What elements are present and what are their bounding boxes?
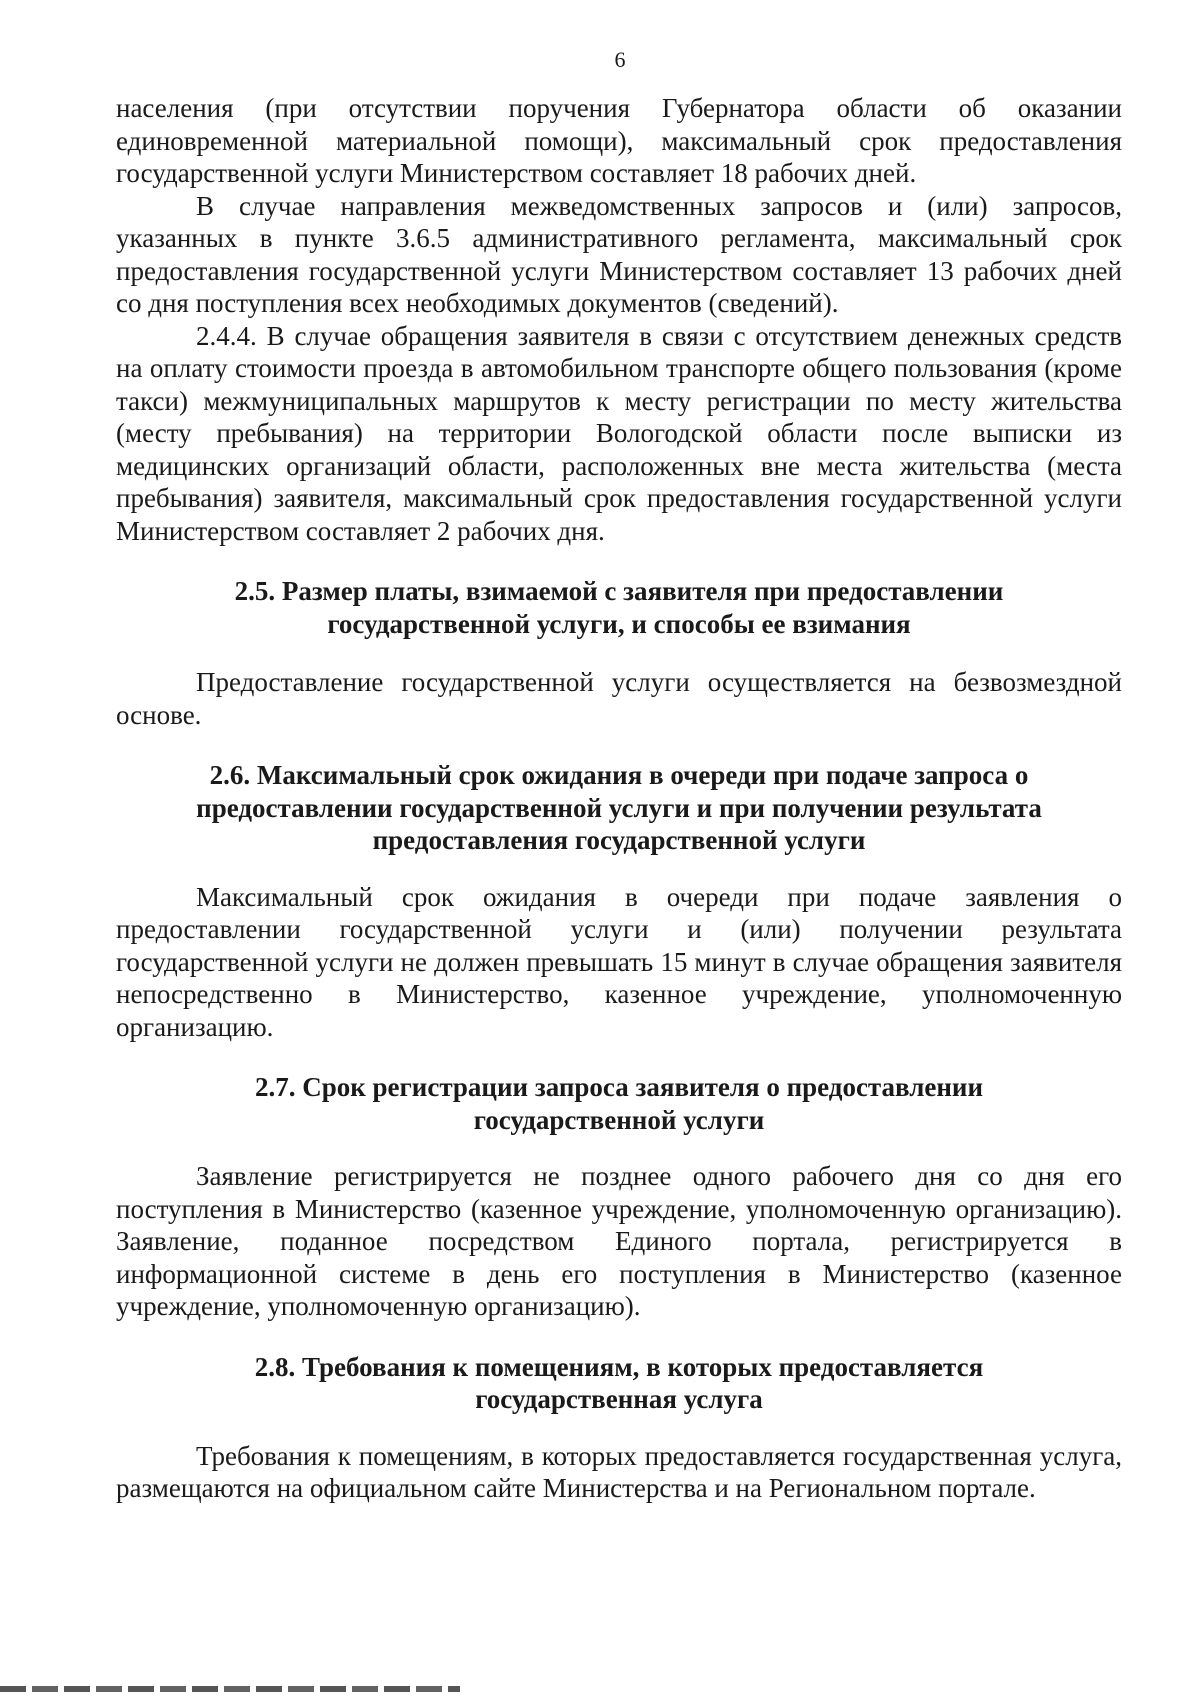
- section-body-2-5: Предоставление государственной услуги осуществляется на безвозмездной основе.: [116, 667, 1122, 730]
- section-body-2-6: Максимальный срок ожидания в очереди при подаче заявления о предоставлении государственной услуги и (или) получении результата государственной услуги не должен превышать 15 минут в случае обращения заявителя непосредственно в Министерство, казенное учреждение, уполномоченную организацию.: [116, 881, 1122, 1042]
- heading-line: 2.6. Максимальный срок ожидания в очереди при подаче запроса о: [209, 760, 1029, 790]
- heading-line: предоставлении государственной услуги и при получении результата: [196, 792, 1042, 823]
- heading-line: предоставления государственной услуги: [372, 825, 866, 855]
- section-body-2-7: Заявление регистрируется не позднее одного рабочего дня со дня его поступления в Министерство (казенное учреждение, уполномоченную организацию). Заявление, поданное посредством Единого портала, регистрируется в информационной системе в день его поступления в Министерство (казенное учреждение, уполномоченную организацию).: [116, 1161, 1122, 1321]
- section-heading-2-5: [116, 575, 1122, 640]
- heading-line: 2.7. Срок регистрации запроса заявителя о предоставлении: [254, 1072, 984, 1102]
- heading-line: 2.8. Требования к помещениям, в которых предоставляется: [254, 1351, 984, 1382]
- paragraph-2-4-4: 2.4.4. В случае обращения заявителя в связи с отсутствием денежных средств на оплату стоимости проезда в автомобильном транспорте общего пользования (кроме такси) межмуниципальных маршрутов к месту регистрации по месту жительства (месту пребывания) на территории Вологодской области после выписки из медицинских организаций области, расположенных вне места жительства (места пребывания) заявителя, максимальный срок предоставления государственной услуги Министерством составляет 2 рабочих дня.: [116, 320, 1122, 546]
- section-heading-2-6: [116, 759, 1122, 857]
- document-body: [116, 92, 1122, 1505]
- paragraph-interagency-requests: В случае направления межведомственных запросов и (или) запросов, указанных в пункте 3.6.5 административного регламента, максимальный срок предоставления государственной услуги Министерством составляет 13 рабочих дней со дня поступления всех необходимых документов (сведений).: [116, 190, 1122, 318]
- scan-artifact-strip: [0, 1686, 460, 1692]
- heading-line: 2.5. Размер платы, взимаемой с заявителя при предоставлении: [234, 576, 1004, 606]
- section-heading-2-7: [116, 1071, 1122, 1136]
- heading-line: государственная услуга: [475, 1384, 763, 1414]
- heading-line: государственной услуги: [473, 1104, 765, 1135]
- page-number: 6: [614, 47, 626, 72]
- section-heading-2-8: [116, 1351, 1122, 1416]
- paragraph-continuation: населения (при отсутствии поручения Губернатора области об оказании единовременной материальной помощи), максимальный срок предоставления государственной услуги Министерством составляет 18 рабочих дней.: [116, 93, 1122, 188]
- section-body-2-8: Требования к помещениям, в которых предоставляется государственная услуга, размещаются на официальном сайте Министерства и на Региональном портале.: [116, 1440, 1122, 1503]
- heading-line: государственной услуги, и способы ее взимания: [327, 608, 911, 639]
